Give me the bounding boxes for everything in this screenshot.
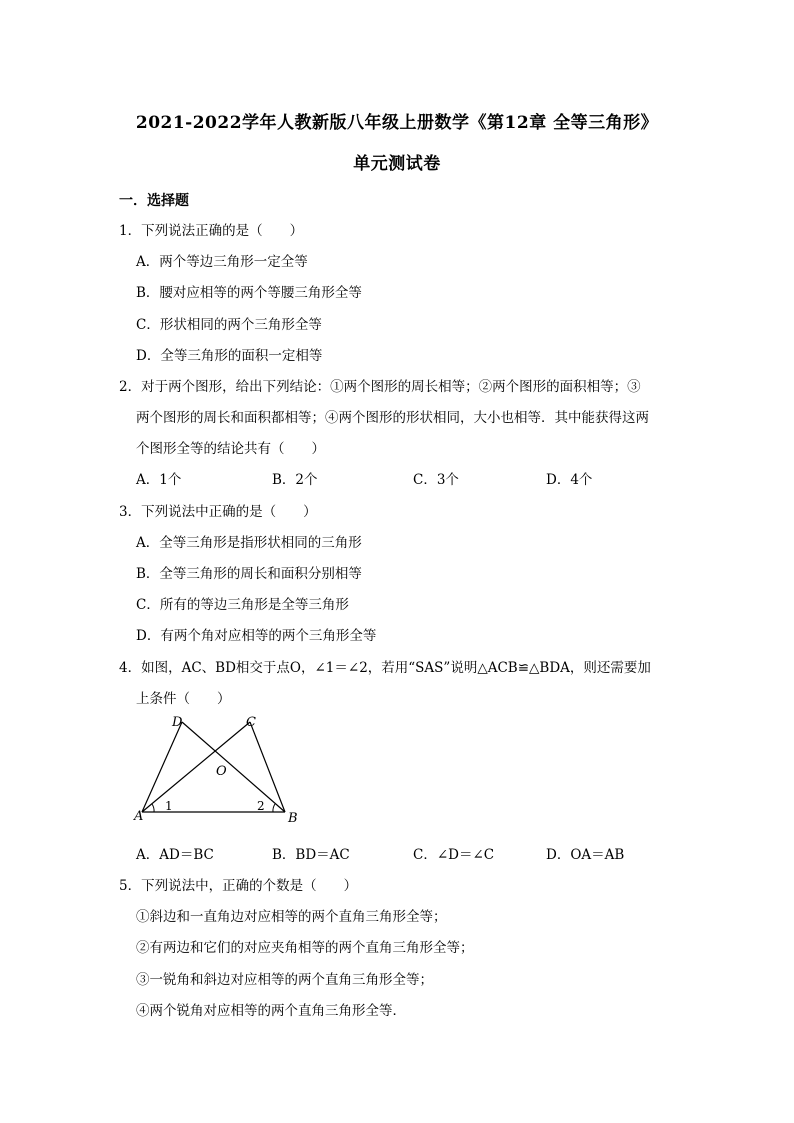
q4-option-b: B．BD＝AC xyxy=(272,847,350,863)
page-subtitle: 单元测试卷 xyxy=(353,154,441,174)
q4-stem-line2: 上条件（ ） xyxy=(136,691,231,707)
q1-option-c: C．形状相同的两个三角形全等 xyxy=(136,317,322,333)
q2-stem-line2: 两个图形的周长和面积都相等；④两个图形的形状相同，大小也相等．其中能获得这两 xyxy=(136,410,649,426)
angle-1-arc xyxy=(152,804,154,812)
label-c: C xyxy=(246,715,256,730)
q5-statement-3: ③一锐角和斜边对应相等的两个直角三角形全等； xyxy=(136,972,433,988)
q2-stem-line3: 个图形全等的结论共有（ ） xyxy=(136,441,325,457)
q4-option-d: D．OA＝AB xyxy=(546,847,625,863)
q3-stem: 3．下列说法中正确的是（ ） xyxy=(119,504,317,520)
q3-option-a: A．全等三角形是指形状相同的三角形 xyxy=(136,535,362,551)
q1-option-d: D．全等三角形的面积一定相等 xyxy=(136,348,323,364)
q4-figure xyxy=(130,712,310,827)
q2-option-a: A．1个 xyxy=(136,472,182,488)
q5-statement-1: ①斜边和一直角边对应相等的两个直角三角形全等； xyxy=(136,909,447,925)
label-d: D xyxy=(172,715,183,730)
q4-stem-line1: 4．如图，AC、BD相交于点O，∠1＝∠2，若用“SAS”说明△ACB≌△BDA，则还需要加 xyxy=(119,660,651,676)
q2-option-d: D．4个 xyxy=(546,472,593,488)
label-angle-1: 1 xyxy=(165,799,173,813)
label-angle-2: 2 xyxy=(257,799,265,813)
q2-option-b: B．2个 xyxy=(272,472,318,488)
q1-option-b: B．腰对应相等的两个等腰三角形全等 xyxy=(136,285,362,301)
section-heading: 一．选择题 xyxy=(119,193,189,209)
q3-option-c: C．所有的等边三角形是全等三角形 xyxy=(136,597,349,613)
q5-statement-2: ②有两边和它们的对应夹角相等的两个直角三角形全等； xyxy=(136,940,474,956)
segment-ad xyxy=(142,722,182,812)
q4-option-a: A．AD＝BC xyxy=(136,847,214,863)
segment-bc xyxy=(250,722,285,812)
page-title: 2021-2022学年人教新版八年级上册数学《第12章 全等三角形》 xyxy=(135,113,659,133)
q5-stem: 5．下列说法中，正确的个数是（ ） xyxy=(119,878,358,894)
q3-option-b: B．全等三角形的周长和面积分别相等 xyxy=(136,566,362,582)
angle-2-arc xyxy=(273,804,275,812)
label-b: B xyxy=(288,811,298,826)
label-o: O xyxy=(216,764,227,779)
label-a: A xyxy=(134,809,144,824)
q5-statement-4: ④两个锐角对应相等的两个直角三角形全等． xyxy=(136,1003,406,1019)
q3-option-d: D．有两个角对应相等的两个三角形全等 xyxy=(136,628,377,644)
q2-option-c: C．3个 xyxy=(413,472,459,488)
q1-option-a: A．两个等边三角形一定全等 xyxy=(136,254,308,270)
q1-stem: 1．下列说法正确的是（ ） xyxy=(119,223,304,239)
q4-option-c: C．∠D＝∠C xyxy=(413,847,495,863)
q2-stem-line1: 2．对于两个图形，给出下列结论：①两个图形的周长相等；②两个图形的面积相等；③ xyxy=(119,379,641,395)
